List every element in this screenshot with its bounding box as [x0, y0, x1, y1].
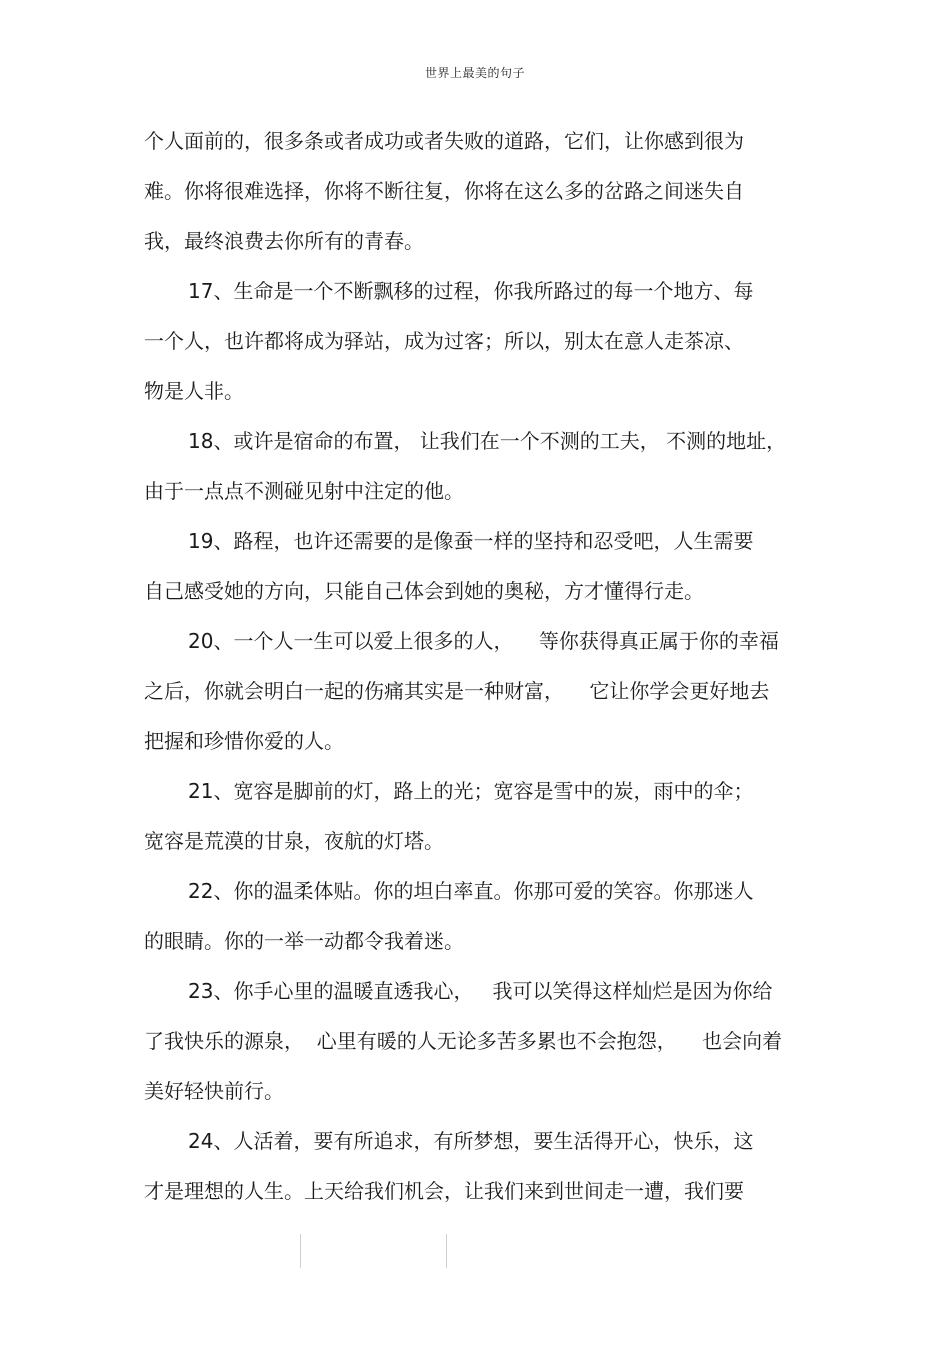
text-line: 宽容是荒漠的甘泉，夜航的灯塔。	[144, 829, 444, 853]
text-line: 难。你将很难选择，你将不断往复，你将在这么多的岔路之间迷失自	[144, 179, 744, 203]
text-line: 之后，你就会明白一起的伤痛其实是一种财富， 它让你学会更好地去	[144, 679, 770, 703]
paragraph-start-line: 17、生命是一个不断飘移的过程，你我所路过的每一个地方、每	[188, 279, 754, 303]
text-line: 物是人非。	[144, 379, 244, 403]
page-header-title: 世界上最美的句子	[424, 66, 525, 80]
paragraph-start-line: 20、一个人一生可以爱上很多的人， 等你获得真正属于你的幸福	[188, 629, 779, 653]
paragraph-start-line: 24、人活着，要有所追求，有所梦想，要生活得开心，快乐，这	[188, 1129, 754, 1153]
paragraph-start-line: 22、你的温柔体贴。你的坦白率直。你那可爱的笑容。你那迷人	[188, 879, 754, 903]
text-line: 的眼睛。你的一举一动都令我着迷。	[144, 929, 464, 953]
text-line: 才是理想的人生。上天给我们机会，让我们来到世间走一遭，我们要	[144, 1179, 744, 1203]
text-line: 了我快乐的源泉， 心里有暖的人无论多苦多累也不会抱怨， 也会向着	[144, 1029, 783, 1053]
paragraph-start-line: 21、宽容是脚前的灯，路上的光；宽容是雪中的炭，雨中的伞；	[188, 779, 754, 803]
footer-divider-right	[446, 1234, 447, 1268]
text-line: 一个人，也许都将成为驿站，成为过客；所以，别太在意人走茶凉、	[144, 329, 744, 353]
text-line: 个人面前的，很多条或者成功或者失败的道路，它们，让你感到很为	[144, 129, 744, 153]
text-line: 由于一点点不测碰见射中注定的他。	[144, 479, 464, 503]
text-line: 把握和珍惜你爱的人。	[144, 729, 344, 753]
document-body	[144, 116, 804, 1216]
text-line: 我，最终浪费去你所有的青春。	[144, 229, 424, 253]
footer-divider-left	[300, 1234, 301, 1268]
text-line: 自己感受她的方向，只能自己体会到她的奥秘，方才懂得行走。	[144, 579, 704, 603]
text-line: 美好轻快前行。	[144, 1079, 284, 1103]
paragraph-start-line: 23、你手心里的温暖直透我心， 我可以笑得这样灿烂是因为你给	[188, 979, 773, 1003]
paragraph-start-line: 19、路程，也许还需要的是像蚕一样的坚持和忍受吧，人生需要	[188, 529, 754, 553]
paragraph-start-line: 18、或许是宿命的布置， 让我们在一个不测的工夫， 不测的地址，	[188, 429, 787, 453]
